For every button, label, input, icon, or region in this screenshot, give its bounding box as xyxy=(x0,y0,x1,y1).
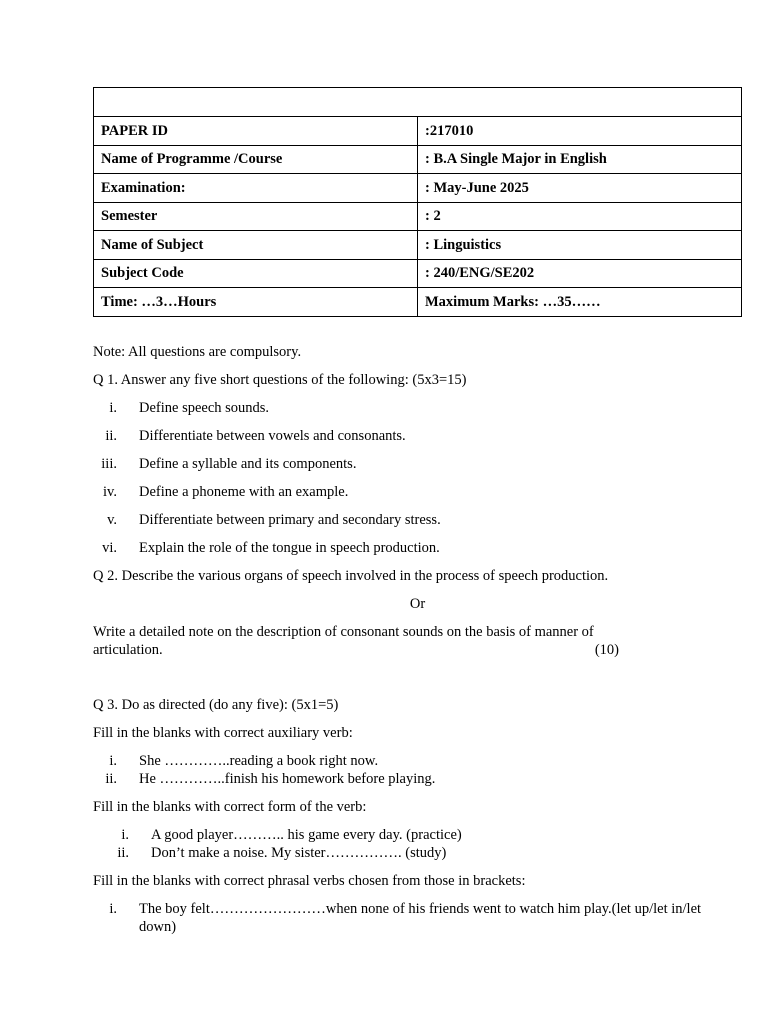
note-text: Note: All questions are compulsory. xyxy=(93,343,302,360)
header-label: Name of Subject xyxy=(94,231,418,260)
header-row-programme xyxy=(94,145,742,174)
header-label: Time: …3…Hours xyxy=(94,288,418,317)
header-value: : Linguistics xyxy=(418,231,742,260)
header-row-time xyxy=(94,288,742,317)
or-text: Or xyxy=(409,595,426,612)
q2-alt-line1: Write a detailed note on the description of consonant sounds on the basis of manner of xyxy=(93,623,594,640)
q2-alt-line2-row xyxy=(93,641,742,659)
header-label: Name of Programme /Course xyxy=(94,145,418,174)
list-item: ii. He …………..finish his homework before playing. xyxy=(105,770,436,787)
list-item: iii. Define a syllable and its components. xyxy=(101,455,357,472)
header-label: Subject Code xyxy=(94,259,418,288)
header-value: : May-June 2025 xyxy=(418,174,742,203)
header-value: : 240/ENG/SE202 xyxy=(418,259,742,288)
q2-title: Q 2. Describe the various organs of speech involved in the process of speech production. xyxy=(93,567,609,584)
q2-alt-line2: articulation. xyxy=(93,641,163,658)
header-value: :217010 xyxy=(418,117,742,146)
q1-title: Q 1. Answer any five short questions of the following: (5x3=15) xyxy=(93,371,467,388)
list-item: i. The boy felt……………………when none of his friends went to watch him play.(let up/let in/let down) xyxy=(109,900,702,935)
list-item: ii. Differentiate between vowels and consonants. xyxy=(105,427,406,444)
list-item: i. A good player……….. his game every day. (practice) xyxy=(121,826,462,843)
list-item: i. She …………..reading a book right now. xyxy=(109,752,379,769)
header-label: Examination: xyxy=(94,174,418,203)
header-label: Semester xyxy=(94,202,418,231)
q3-title: Q 3. Do as directed (do any five): (5x1=5) xyxy=(93,696,339,713)
header-blank-cell xyxy=(94,88,742,117)
header-row-paper-id xyxy=(94,117,742,146)
header-table xyxy=(93,87,742,317)
list-item: iv. Define a phoneme with an example. xyxy=(103,483,349,500)
question-body xyxy=(93,343,742,936)
header-row-semester xyxy=(94,202,742,231)
header-value: : 2 xyxy=(418,202,742,231)
q2-marks: (10) xyxy=(594,641,619,658)
header-blank-row xyxy=(94,88,742,117)
list-item: v. Differentiate between primary and secondary stress. xyxy=(107,511,441,528)
q3-section-heading: Fill in the blanks with correct auxiliary verb: xyxy=(93,724,353,741)
header-value: : B.A Single Major in English xyxy=(418,145,742,174)
list-item: ii. Don’t make a noise. My sister……………. (study) xyxy=(117,844,447,861)
header-label: PAPER ID xyxy=(94,117,418,146)
exam-paper xyxy=(93,87,742,936)
q3-section-heading: Fill in the blanks with correct phrasal verbs chosen from those in brackets: xyxy=(93,872,526,889)
q3-section-heading: Fill in the blanks with correct form of the verb: xyxy=(93,798,367,815)
header-row-subject xyxy=(94,231,742,260)
header-row-examination xyxy=(94,174,742,203)
list-item: i. Define speech sounds. xyxy=(109,399,270,416)
header-row-subject-code xyxy=(94,259,742,288)
header-value: Maximum Marks: …35…… xyxy=(418,288,742,317)
list-item: vi. Explain the role of the tongue in speech production. xyxy=(102,539,440,556)
